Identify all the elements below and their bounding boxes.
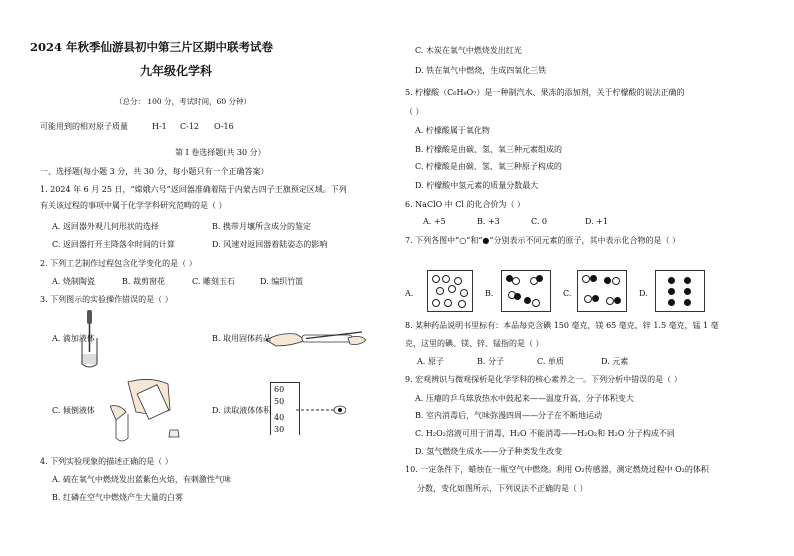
q4-option-a: A. 硫在氧气中燃烧发出蓝紫色火焰，有刺激性气味 [52,475,231,484]
q1-option-a: A. 返回器外观几何形状的选择 [52,222,159,231]
q5-stem-line1: 5. 柠檬酸（C₆H₈O₇）是一种制汽水、果冻的添加剂，关于柠檬酸的说法正确的 [405,88,685,97]
q3-option-b: B. 取用固体药品 [212,334,271,343]
q3-option-c: C. 倾倒液体 [52,406,95,415]
spatula-figure [262,322,367,352]
atomic-mass-c: C-12 [180,122,200,131]
q7-box-c [577,270,627,312]
q2-stem: 2. 下列工艺制作过程包含化学变化的是（ ） [40,259,197,268]
q9-option-b: B. 室内消毒后，气味弥漫四周——分子在不断地运动 [415,411,602,420]
q7-option-a-label: A. [405,289,414,298]
q5-option-a: A. 柠檬酸属于氧化物 [415,126,490,135]
q9-option-c: C. H₂O₂溶液可用于消毒，H₂O 不能消毒——H₂O₂和 H₂O 分子构成不同 [415,429,675,438]
exam-info: （总分： 100 分，考试时间，60 分钟） [115,97,252,106]
q9-option-d: D. 氢气燃烧生成水——分子种类发生改变 [415,447,563,456]
q3-option-a: A. 滴加液体 [52,334,95,343]
atomic-mass-h: H-1 [152,122,167,131]
atomic-mass-o: O-16 [214,122,234,131]
q3-stem: 3. 下列图示的实验操作错误的是（ ） [40,295,173,304]
q10-stem-line2: 分数，变化如图所示，下列说法不正确的是（ ） [417,484,588,493]
stopper-icon [168,428,180,438]
q2-option-a: A. 烧制陶瓷 [52,277,95,286]
q9-option-a: A. 压瘪的乒乓球放热水中鼓起来——温度升高，分子体积变大 [415,394,634,403]
q6-option-b: B. +3 [477,217,500,226]
q2-option-d: D. 编织竹篮 [260,277,304,286]
section-heading: 第 I 卷选择题(共 30 分） [175,148,266,157]
q7-box-b [501,270,551,312]
q7-stem: 7. 下列各图中“○”和“●”分别表示不同元素的原子，其中表示化合物的是（ ） [405,236,681,245]
q8-option-c: C. 单质 [537,357,564,366]
q7-box-a [427,270,473,312]
q5-option-c: C. 柠檬酸是由碳、氢、氧三种原子构成的 [415,162,562,171]
q1-stem-line1: 1. 2024 年 6 月 25 日，“嫦娥六号”返回器准确着陆于内蒙古四子王旗预定区域。下列 [40,185,347,194]
q6-option-c: C. 0 [531,217,548,226]
q1-option-d: D. 风速对返回器着陆姿态的影响 [212,240,328,249]
q3-option-d: D. 读取液体体积 [212,406,272,415]
q8-stem-line2: 克，这里的碘、镁、锌、锰指的是（ ） [405,339,544,348]
atomic-mass-label: 可能用到的相对原子质量 [40,122,128,131]
q8-option-d: D. 元素 [601,357,629,366]
q10-stem-line1: 10. 一定条件下，蜡烛在一瓶空气中燃烧。利用 O₂传感器，测定燃烧过程中 O₂的体积 [405,465,709,474]
exam-subtitle: 九年级化学科 [140,64,213,78]
sightline-figure [296,400,346,416]
q5-stem-line2: （ ） [405,107,424,116]
q8-stem-line1: 8. 某种药品说明书里标有：本品每克含碘 150 毫克，镁 65 毫克，锌 1.5 毫克，锰 1 毫 [405,321,719,330]
scale-label-30: 30 [274,425,285,434]
q1-stem-line2: 有关该过程的事项中属于化学学科研究范畴的是（ ） [40,201,227,210]
q2-option-c: C. 雕刻玉石 [192,277,235,286]
q1-option-b: B. 携带月壤所含成分的鉴定 [212,222,311,231]
exam-title: 2024 年秋季仙游县初中第三片区期中联考试卷 [30,40,274,54]
q4-stem: 4. 下列实验现象的描述正确的是（ ） [40,457,173,466]
q5-option-b: B. 柠檬酸是由碳、氢、氧三种元素组成的 [415,145,562,154]
scale-label-50: 50 [274,397,285,406]
q1-option-c: C. 返回器打开主降落伞时间的计算 [52,240,175,249]
q4-option-b: B. 红磷在空气中燃烧产生大量的白雾 [52,493,183,502]
q2-option-b: B. 裁剪窗花 [122,277,165,286]
q7-option-c-label: C. [563,289,572,298]
instructions: 一、选择题(每小题 3 分，共 30 分，每小题只有一个正确答案） [40,167,269,176]
q4-option-c: C. 木炭在氧气中燃烧发出红光 [415,46,522,55]
q9-stem: 9. 宏观辨识与微观探析是化学学科的核心素养之一。下列分析中错误的是（ ） [405,375,682,384]
q6-stem: 6. NaClO 中 Cl 的化合价为（ ） [405,200,526,209]
q4-option-d: D. 铁在氧气中燃烧，生成四氧化三铁 [415,66,547,75]
q6-option-d: D. +1 [585,217,609,226]
q8-option-a: A. 原子 [417,357,444,366]
scale-label-40: 40 [274,413,285,422]
q8-option-b: B. 分子 [477,357,504,366]
q7-option-d-label: D. [639,289,648,298]
q7-box-d [655,270,705,312]
scale-label-60: 60 [274,385,285,394]
q5-option-d: D. 柠檬酸中氢元素的质量分数最大 [415,181,539,190]
q7-option-b-label: B. [485,289,494,298]
q6-option-a: A. +5 [423,217,446,226]
